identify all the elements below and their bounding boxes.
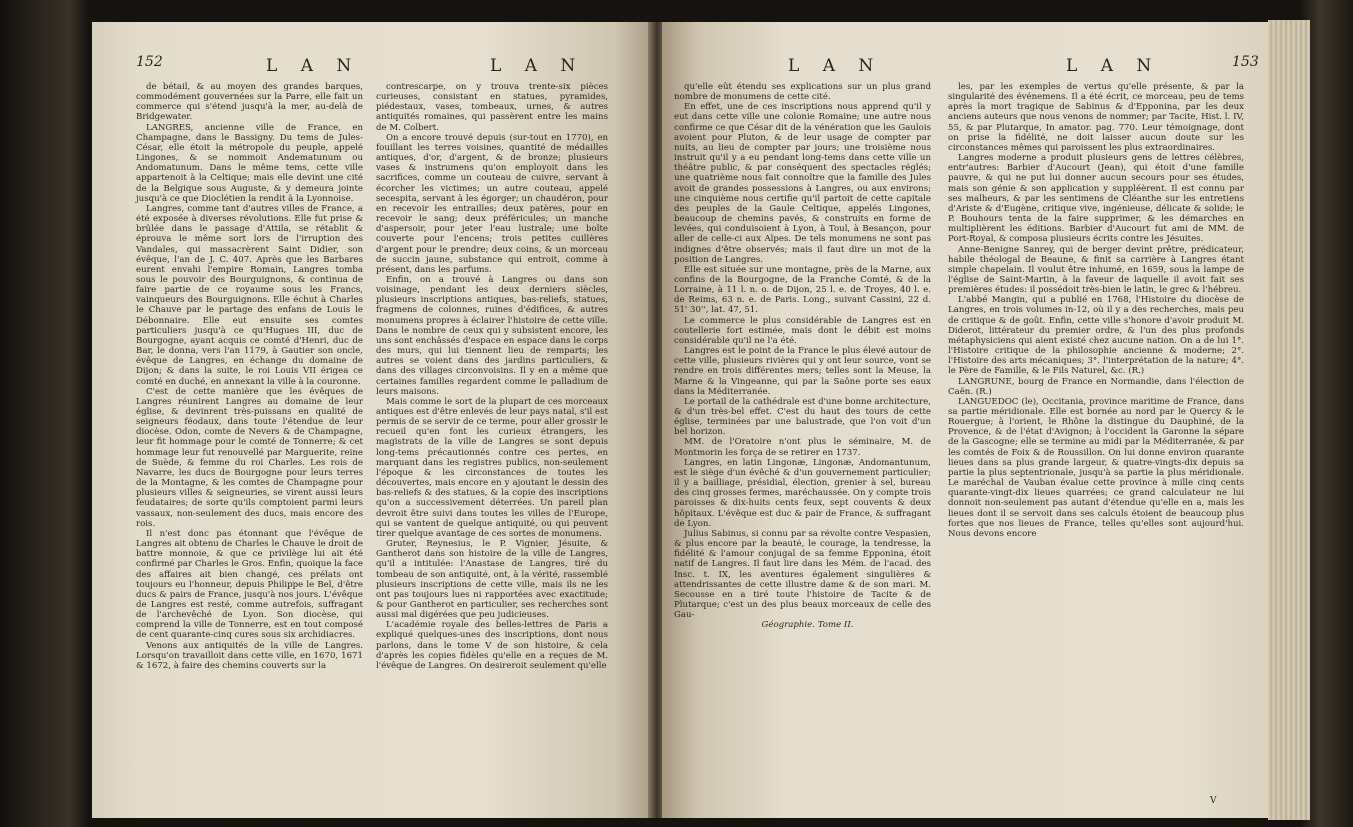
footer-note: Géographie. Tome II. bbox=[761, 620, 854, 631]
paragraph: Il n'est donc pas étonnant que l'évêque de Langres ait obtenu de Charles le Chauve le droit de battre monnoie, & que ce privilège lui ait été confirmé par Charles le Gros. Enfin, quoique la face des affaires ait bien changé, ces prélats ont toujours eu l'honneur, depuis Philippe le Bel, d'être ducs & pairs de France, jusqu'à nos jours. L'évêque de Langres est resté, comme autrefois, suffragant de l'archevêché de Lyon. Son diocèse, qui comprend la ville de Tonnerre, est en tout composé de cent quarante-cinq cures sous six archidiacres. bbox=[136, 528, 363, 641]
paragraph: L'abbé Mangin, qui a publié en 1768, l'Histoire du diocèse de Langres, en trois volumes in-12, où il y a des recherches, mais peu de critique & de goût. Enfin, cette ville s'honore d'avoir produit M. Diderot, littérateur du premier ordre, & l'un des plus profonds métaphysiciens qui aient existé chez aucune nation. On a de lui 1°. l'Histoire critique de la philosophie ancienne & moderne; 2°. l'Histoire des arts mécaniques; 3°. l'interprétation de la nature; 4°. le Père de Famille, & le Fils Naturel, &c. (R.) bbox=[948, 295, 1244, 377]
running-head: L A N bbox=[788, 56, 883, 76]
paragraph: LANGRUNE, bourg de France en Normandie, dans l'élection de Caën. (R.) bbox=[948, 376, 1244, 397]
paragraph: L'académie royale des belles-lettres de Paris a expliqué quelques-unes des inscriptions, dont nous parlons, dans le tome V de son histoire, & cela d'après les copies fidèles qu'elle en a reçues de M. l'évêque de Langres. On desireroit seulement qu'elle bbox=[376, 620, 608, 671]
paragraph: On a encore trouvé depuis (sur-tout en 1770), en fouillant les terres voisines, quantité de médailles antiques, d'or, d'argent, & de bronze; plusieurs vases & instrumens qu'on employoit dans les sacrifices, comme un couteau de cuivre, servant à écorcher les victimes; un autre couteau, appelé secespita, servant à les égorger; un chaudéron, pour en recevoir les entrailles; deux patères, pour en recevoir le sang; deux préféricules; un manche d'aspersoir, pour jeter l'eau lustrale; une boîte couverte pour l'encens; trois petites cuillères d'argent pour le prendre; deux coins, & un morceau de succin jaune, substance qui entroit, comme à présent, dans les parfums. bbox=[376, 132, 608, 275]
paragraph: Elle est située sur une montagne, près de la Marne, aux confins de la Bourgogne, de la Franche Comté, & de la Lorraine, à 11 l. n. o. de Dijon, 25 l. e. de Troyes, 40 l. e. de Reims, 63 n. e. de Paris. Long., suivant Cassini, 22 d. 51' 30'', lat. 47, 51. bbox=[674, 264, 931, 316]
running-head: L A N bbox=[1066, 56, 1161, 76]
text-column bbox=[136, 82, 363, 671]
paragraph: C'est de cette manière que les évêques de Langres réunirent Langres au domaine de leur église, & devinrent très-puissans en qualité de seigneurs féodaux, dans toute l'étendue de leur diocèse. Odon, comte de Nevers & de Champagne, leur fit hommage pour le comté de Tonnerre; & cet hommage leur fut renouvellé par Marguerite, reine de Suède, & femme du roi Charles. Les rois de Navarre, les ducs de Bourgogne pour leurs terres de la Montagne, & les comtes de Champagne pour plusieurs villes & seigneuries, se virent aussi leurs feudataires; de sorte qu'ils comptoient parmi leurs vassaux, non-seulement des ducs, mais encore des rois. bbox=[136, 386, 363, 529]
paragraph: MM. de l'Oratoire n'ont plus le séminaire, M. de Montmorin les força de se retirer en 1737. bbox=[674, 437, 931, 458]
paragraph: Venons aux antiquités de la ville de Langres. Lorsqu'on travailloit dans cette ville, en 1670, 1671 & 1672, à faire des chemins couverts sur la bbox=[136, 640, 363, 671]
paragraph: Le portail de la cathédrale est d'une bonne architecture, & d'un très-bel effet. C'est du haut des tours de cette église, terminées par une balustrade, que l'on voit d'un bel horizon. bbox=[674, 396, 931, 438]
paragraph: Langres moderne a produit plusieurs gens de lettres célèbres, entr'autres: Barbier d'Aucourt (Jean), qui étoit d'une famille pauvre, & qui ne put lui donner aucun secours pour ses études, mais son génie & son application y suppléèrent. Il est connu par ses malheurs, & par les sentimens de Cléanthe sur les entretiens d'Ariste & d'Eugène, critique vive, ingénieuse, délicate & solide; le P. Bouhours tenta de la faire supprimer, & les démarches en multiplièrent les éditions. Barbier d'Aucourt fut ami de MM. de Port-Royal, & composa plusieurs écrits contre les Jésuites. bbox=[948, 153, 1244, 245]
paragraph: Langres est le point de la France le plus élevé autour de cette ville, plusieurs rivières qui y ont leur source, vont se rendre en trois différentes mers; telles sont la Meuse, la Marne & la Vingeanne, qui par la Saône porte ses eaux dans la Méditerranée. bbox=[674, 346, 931, 397]
paragraph: qu'elle eût étendu ses explications sur un plus grand nombre de monumens de cette cité. bbox=[674, 82, 931, 103]
running-head: L A N bbox=[266, 56, 361, 76]
paragraph: Enfin, on a trouvé à Langres ou dans son voisinage, pendant les deux derniers siècles, plusieurs inscriptions antiques, bas-reliefs, statues, fragmens de colonnes, ruines d'édifices, & autres monumens propres à éclairer l'histoire de cette ville. Dans le nombre de ceux qui y subsistent encore, les uns sont enchâssés d'espace en espace dans le corps des murs, qui lui tiennent lieu de remparts; les autres se voient dans des jardins particuliers, & dans des villages circonvoisins. Il y en a même que certaines familles regardent comme le palladium de leurs maisons. bbox=[376, 274, 608, 397]
paragraph: Langres, en latin Lingonæ, Lingonæ, Andomantunum, est le siège d'un évêché & d'un gouvernement particulier; il y a bailliage, présidial, élection, grenier à sel, bureau des cinq grosses fermes, maréchaussée. On y compte trois paroisses & dix-huits cents feux, sept couvents & deux hôpitaux. L'évêque est duc & pair de France, & suffragant de Lyon. bbox=[674, 457, 931, 529]
paragraph: les, par les exemples de vertus qu'elle présente, & par la singularité des événemens. Il a été écrit, ce morceau, peu de tems après la mort tragique de Sabinus & d'Epponina, par les deux anciens auteurs que nous venons de nommer; par Tacite, Hist. l. IV, 55, & par Plutarque, In amator. pag. 770. Leur témoignage, dont on prise la fidélité, ne doit laisser aucun doute sur les circonstances mêmes qui paroissent les plus extraordinaires. bbox=[948, 82, 1244, 153]
text-column bbox=[376, 82, 608, 671]
page-number: 152 bbox=[136, 54, 163, 70]
right-page bbox=[662, 22, 1268, 818]
paragraph: Julius Sabinus, si connu par sa révolte contre Vespasien, & plus encore par la beauté, le courage, la tendresse, la fidélité & l'amour conjugal de sa femme Epponina, étoit natif de Langres. Il faut lire dans les Mém. de l'acad. des Insc. t. IX, les aventures également singulières & attendrissantes de cette illustre dame & de son mari. M. Secousse en a tiré toute l'histoire de Tacite & de Plutarque; c'est un des plus beaux morceaux de celle des Gau- bbox=[674, 528, 931, 621]
paragraph: Gruter, Reynesius, le P. Vignier, Jésuite, & Gantherot dans son histoire de la ville de Langres, qu'il a intitulée: l'Anastase de Langres, tiré du tombeau de son antiquité, ont, à la vérité, rassemblé plusieurs inscriptions de cette ville, mais ils ne les ont pas toujours lues ni rapportées avec exactitude; & pour Gantherot en particulier, ses recherches sont aussi mal digérées que peu judicieuses. bbox=[376, 539, 608, 621]
page-number: 153 bbox=[1232, 54, 1259, 70]
paragraph: LANGUEDOC (le), Occitania, province maritime de France, dans sa partie méridionale. Elle est bornée au nord par le Quercy & le Rouergue; à l'orient, le Rhône la distingue du Dauphiné, de la Provence, & de l'état d'Avignon; à l'occident la Garonne la sépare de la Gascogne; elle se termine au midi par la Méditerranée, & par les comtés de Foix & de Roussillon. On lui donne environ quarante lieues dans sa plus grande largeur, & quatre-vingts-dix depuis sa partie la plus septentrionale, jusqu'à sa partie la plus méridionale. Le maréchal de Vauban évalue cette province à mille cinq cents quarante-vingt-dix lieues quarrées; ce grand calculateur ne lui donnoit non-seulement pas autant d'étendue qu'elle en a, mais les lieues dont il se servoit dans ses calculs étoient de beaucoup plus fortes que nos lieues de France, telles qu'elles sont aujourd'hui. Nous devons encore bbox=[948, 396, 1244, 539]
text-column bbox=[674, 82, 931, 630]
paragraph: Anne-Benigne Sanrey, qui de berger devint prêtre, prédicateur, habile théologal de Beaune, & finit sa carrière à Langres étant simple chapelain. Il voulut être inhumé, en 1659, sous la lampe de l'église de Saint-Martin, à la faveur de laquelle il avoit fait ses premières études: il possédoit très-bien le latin, le grec & l'hébreu. bbox=[948, 244, 1244, 296]
paragraph: LANGRES, ancienne ville de France, en Champagne, dans le Bassigny. Du tems de Jules-César, elle étoit la métropole du peuple, appelé Lingones, & se nommoit Andematunum ou Andomatunum. Dans le même tems, cette ville appartenoit à la Celtique; mais elle devint une cité de la Belgique sous Auguste, & y demeura jointe jusqu'à ce que Dioclétien la rendit à la Lyonnoise. bbox=[136, 122, 363, 204]
left-page bbox=[92, 22, 654, 818]
paragraph: En effet, une de ces inscriptions nous apprend qu'il y eut dans cette ville une colonie Romaine; une autre nous confirme ce que César dit de la vénération que les Gaulois avoient pour Pluton, & de leur usage de compter par nuits, au lieu de compter par jours; une troisième nous instruit qu'il y a eu pendant long-tems dans cette ville un théâtre public, & par conséquent des spectacles réglés; une quatrième nous fait connoître que la famille des Jules avoit de grandes possessions à Langres, ou aux environs; une cinquième nous certifie qu'il partoit de cette capitale des peuples de la Gaule Celtique, appelés Lingones, beaucoup de chemins pavés, & construits en forme de levées, qui conduisoient à Lyon, à Toul, à Besançon, pour aller de celle-ci aux Alpes. De tels monumens ne sont pas indignes d'être observés; mais il faut dire un mot de la position de Langres. bbox=[674, 102, 931, 265]
paragraph: contrescarpe, on y trouva trente-six pièces curieuses, consistant en statues, pyramides, piédestaux, vases, tombeaux, urnes, & autres antiquités romaines, qui passèrent entre les mains de M. Colbert. bbox=[376, 82, 608, 133]
text-column bbox=[948, 82, 1244, 539]
paragraph: Langres, comme tant d'autres villes de France, a été exposée à diverses révolutions. Elle fut prise & brûlée dans le passage d'Attila, se rétablit & éprouva le même sort lors de l'irruption des Vandales, qui massacrèrent Saint Didier, son évêque, l'an de J. C. 407. Après que les Barbares eurent envahi l'empire Romain, Langres tomba sous le pouvoir des Bourguignons, & continua de faire partie de ce royaume sous les Francs, vainqueurs des Bourguignons. Elle échut à Charles le Chauve par le partage des enfans de Louis le Débonnaire. Elle eut ensuite ses comtes particuliers jusqu'à ce qu'Hugues III, duc de Bourgogne, ayant acquis ce comté d'Henri, duc de Bar, le donna, vers l'an 1179, à Gautier son oncle, évêque de Langres, en échange du domaine de Dijon; & dans la suite, le roi Louis VII érigea ce comté en duché, en annexant la ville à la couronne. bbox=[136, 203, 363, 387]
paragraph: Mais comme le sort de la plupart de ces morceaux antiques est d'être enlevés de leur pays natal, s'il est permis de se servir de ce terme, pour aller grossir le recueil qu'en font les curieux étrangers, les magistrats de la ville de Langres se sont depuis long-tems précautionnés contre ces pertes, en marquant dans les registres publics, non-seulement l'époque & les circonstances de toutes les découvertes, mais encore en y ajoutant le dessin des bas-reliefs & des statues, & la copie des inscriptions qu'on a successivement déterrées. Un pareil plan devroit être suivi dans toutes les villes de l'Europe, qui se vantent de quelque antiquité, ou qui peuvent tirer quelque avantage de ces sortes de monumens. bbox=[376, 396, 608, 539]
paragraph: Le commerce le plus considérable de Langres est en coutellerie fort estimée, mais dont le débit est moins considérable qu'il ne l'a été. bbox=[674, 315, 931, 346]
paragraph: de bétail, & au moyen des grandes barques, commodément gouvernées sur la Parre, elle fait un commerce qui s'étend jusqu'à la mer, au-delà de Bridgewater. bbox=[136, 82, 363, 123]
left-page-edges bbox=[56, 24, 92, 820]
signature-mark: V bbox=[1210, 796, 1217, 806]
running-head: L A N bbox=[490, 56, 585, 76]
right-page-edges bbox=[1268, 20, 1310, 820]
